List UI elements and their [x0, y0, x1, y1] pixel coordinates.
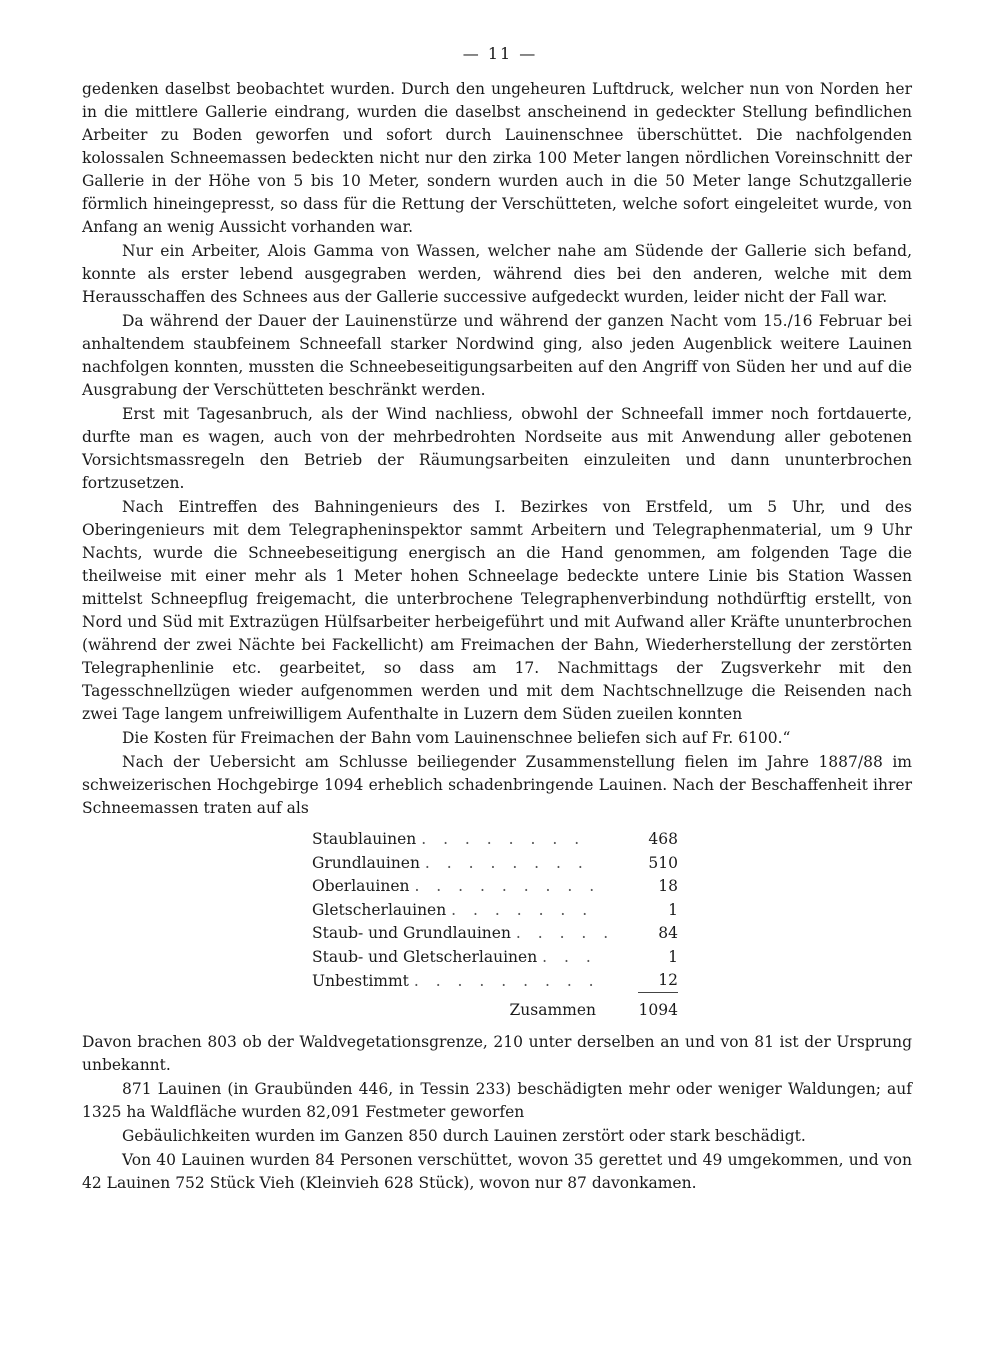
table-total-row	[312, 993, 678, 1023]
leader-dots: . . . . . . . .	[421, 830, 586, 849]
paragraph-continued: gedenken daselbst beobachtet wurden. Durch den ungeheuren Luftdruck, welcher nun von Norden her in die mittlere Gallerie eindrang, wurden die daselbst anscheinend in gedeckter Stellung befindlichen Arbeiter zu Boden geworfen und sofort durch Lauinenschnee überschüttet. Die nachfolgenden kolossalen Schneemassen bedeckten nicht nur den zirka 100 Meter langen nördlichen Voreinschnitt der Gallerie in der Höhe von 5 bis 10 Meter, sondern wurden auch in die 50 Meter lange Schutzgallerie förmlich hineingepresst, so dass für die Rettung der Verschütteten, welche sofort eingeleitet wurde, von Anfang an wenig Aussicht vorhanden war.	[82, 80, 912, 236]
row-value: 84	[658, 924, 678, 943]
leader-dots: . . . . . . . .	[424, 853, 589, 872]
table-row	[312, 852, 678, 876]
row-value: 1	[668, 900, 678, 919]
table-row	[312, 875, 678, 899]
paragraph: Nach Eintreffen des Bahningenieurs des I. Bezirkes von Erstfeld, um 5 Uhr, und des Oberingenieurs mit dem Telegrapheninspektor sammt Arbeitern und Telegraphenmaterial, um 9 Uhr Nachts, wurde die Schneebeseitigung energisch an die Hand genommen, am folgenden Tage die theilweise mit einer mehr als 1 Meter hohen Schneelage bedeckte untere Linie bis Station Wassen mittelst Schneepflug freigemacht, die unterbrochene Telegraphenverbindung nothdürftig erstellt, von Nord und Süd mit Extrazügen Hülfsarbeiter herbeigeführt und mit Aufwand aller Kräfte ununterbrochen (während der zwei Nächte bei Fackellicht) am Freimachen der Bahn, Wiederherstellung der zerstörten Telegraphenlinie etc. gearbeitet, so dass am 17. Nachmittags der Zugsverkehr mit den Tagesschnellzügen wieder aufgenommen werden und mit dem Nachtschnellzuge die Reisenden nach zwei Tage langem unfreiwilligem Aufenthalte in Luzern dem Süden zueilen konnten	[82, 498, 912, 723]
total-label: Zusammen	[509, 1001, 596, 1020]
leader-dots: . . . . . . . . .	[413, 971, 600, 990]
paragraph: 871 Lauinen (in Graubünden 446, in Tessin 233) beschädigten mehr oder weniger Waldungen; auf 1325 ha Waldfläche wurden 82,091 Festmeter geworfen	[82, 1079, 912, 1121]
leader-dots: . . . . .	[515, 924, 615, 943]
row-label: Staub- und Grundlauinen	[312, 924, 511, 943]
row-label: Unbestimmt	[312, 971, 409, 990]
table-row	[312, 946, 678, 970]
row-value: 468	[648, 830, 678, 849]
paragraph: Nach der Uebersicht am Schlusse beiliegender Zusammenstellung fielen im Jahre 1887/88 im schweizerischen Hochgebirge 1094 erheblich schadenbringende Lauinen. Nach der Beschaffenheit ihrer Schneemassen traten auf als	[82, 753, 912, 817]
paragraph: Von 40 Lauinen wurden 84 Personen verschüttet, wovon 35 gerettet und 49 umgekommen, und von 42 Lauinen 752 Stück Vieh (Kleinvieh 628 Stück), wovon nur 87 davonkamen.	[82, 1150, 912, 1192]
table-row	[312, 899, 678, 923]
row-value: 12	[618, 969, 678, 993]
paragraph: Gebäulichkeiten wurden im Ganzen 850 durch Lauinen zerstört oder stark beschädigt.	[122, 1126, 806, 1145]
paragraph: Erst mit Tagesanbruch, als der Wind nachliess, obwohl der Schneefall immer noch fortdauerte, durfte man es wagen, auch von der mehrbedrohten Nordseite aus mit Anwendung aller gebotenen Vorsichtsmassregeln den Betrieb der Räumungsarbeiten einzuleiten und dann ununterbrochen fortzusetzen.	[82, 405, 912, 492]
leader-dots: . . .	[542, 947, 597, 966]
document-body	[82, 78, 912, 1195]
row-label: Oberlauinen	[312, 877, 410, 896]
row-label: Grundlauinen	[312, 853, 420, 872]
row-value: 1	[668, 947, 678, 966]
row-value: 510	[648, 853, 678, 872]
row-label: Staublauinen	[312, 830, 417, 849]
table-row	[312, 969, 678, 993]
table-row	[312, 828, 678, 852]
total-value: 1094	[638, 1001, 678, 1020]
page-number: — 11 —	[462, 44, 538, 63]
leader-dots: . . . . . . . . .	[414, 877, 601, 896]
row-label: Staub- und Gletscherlauinen	[312, 947, 538, 966]
table-row	[312, 922, 678, 946]
row-value: 18	[658, 877, 678, 896]
paragraph: Nur ein Arbeiter, Alois Gamma von Wassen, welcher nahe am Südende der Gallerie sich befand, konnte als erster lebend ausgegraben werden, während dies bei den anderen, welche mit dem Herausschaffen des Schnees aus der Gallerie successive aufgedeckt wurden, leider nicht der Fall war.	[82, 242, 912, 306]
avalanche-type-table	[312, 828, 678, 1023]
paragraph: Da während der Dauer der Lauinenstürze und während der ganzen Nacht vom 15./16 Februar bei anhaltendem staubfeinem Schneefall starker Nordwind ging, also jeden Augenblick weitere Lauinen nachfolgen konnten, mussten die Schneebeseitigungsarbeiten auf den Angriff von Süden her und auf die Ausgrabung der Verschütteten beschränkt werden.	[82, 312, 912, 399]
paragraph: Die Kosten für Freimachen der Bahn vom Lauinenschnee beliefen sich auf Fr. 6100.“	[122, 729, 791, 747]
leader-dots: . . . . . . .	[451, 900, 594, 919]
paragraph: Davon brachen 803 ob der Waldvegetationsgrenze, 210 unter derselben an und von 81 ist der Ursprung unbekannt.	[82, 1032, 912, 1074]
row-label: Gletscherlauinen	[312, 900, 447, 919]
